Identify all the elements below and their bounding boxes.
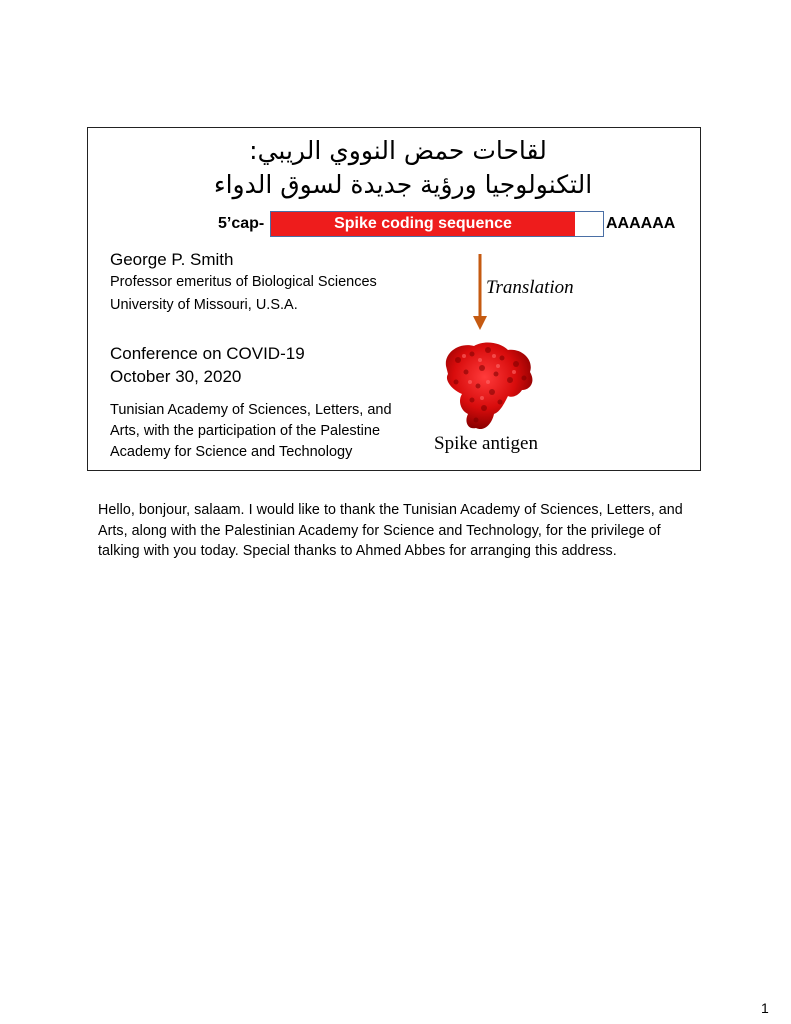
spike-protein-icon — [438, 338, 538, 434]
slide-frame — [87, 127, 701, 471]
mrna-5cap-label: 5’cap- — [218, 215, 265, 232]
hosts-line: Academy for Science and Technology — [110, 444, 353, 460]
conference-date: October 30, 2020 — [110, 367, 242, 386]
translation-label: Translation — [486, 277, 574, 298]
speaker-title: Professor emeritus of Biological Sciences — [110, 274, 377, 290]
page-number: 1 — [761, 1000, 769, 1016]
speaker-affiliation: University of Missouri, U.S.A. — [110, 297, 298, 313]
arabic-title-line2: التكنولوجيا ورؤية جديدة لسوق الدواء — [213, 170, 593, 199]
spike-antigen-label: Spike antigen — [434, 433, 538, 454]
mrna-polya-label: AAAAAA — [606, 215, 676, 232]
speaker-name: George P. Smith — [110, 250, 234, 269]
hosts-line: Tunisian Academy of Sciences, Letters, and — [110, 402, 392, 418]
spike-coding-sequence-box: Spike coding sequence — [271, 212, 575, 236]
conference-name: Conference on COVID-19 — [110, 344, 305, 363]
arabic-title-line1: لقاحات حمض النووي الريبي: — [249, 136, 547, 165]
speaker-notes: Hello, bonjour, salaam. I would like to thank the Tunisian Academy of Sciences, Letters, and Arts, along with the Palestinian Academy for Science and Technology, for the privilege of talking with you today. Special thanks to Ahmed Abbes for arranging this address. — [98, 502, 683, 559]
mrna-diagram — [270, 211, 604, 237]
hosts-line: Arts, with the participation of the Palestine — [110, 423, 381, 439]
